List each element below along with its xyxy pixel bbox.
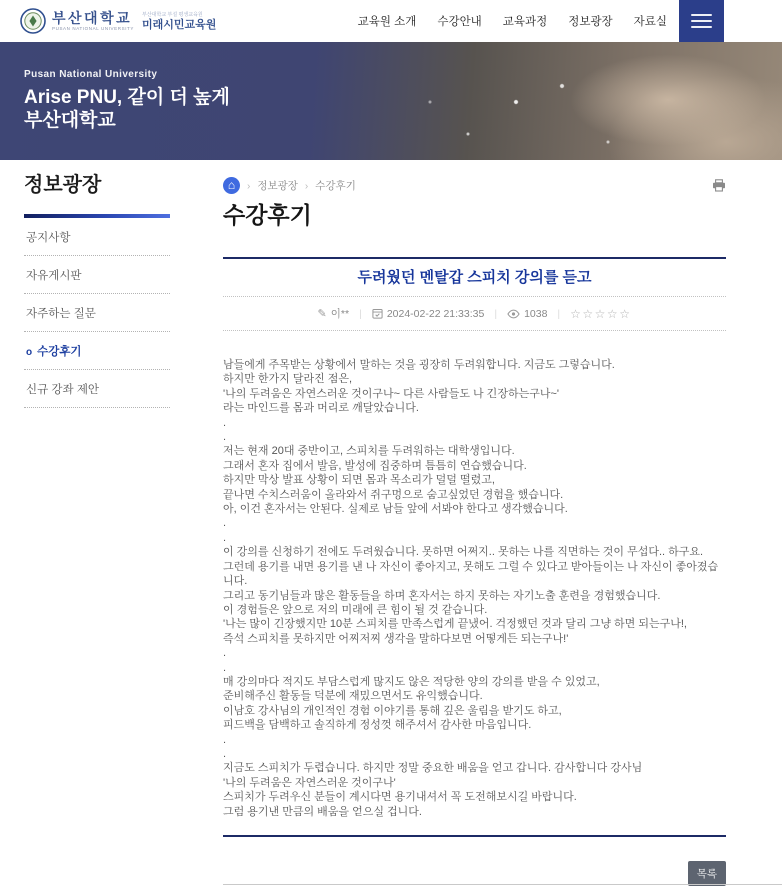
breadcrumb-item[interactable]: 정보광장	[257, 179, 298, 192]
post-body-line: 피드백을 담백하고 솔직하게 정성껏 해주셔서 감사한 마음입니다.	[223, 719, 532, 732]
pnu-emblem-icon	[20, 8, 46, 34]
hero-banner	[0, 42, 782, 160]
logo-org-subtitle: 부산대학교 부설 평생교육원	[142, 11, 203, 18]
page-title: 수강후기	[223, 202, 312, 228]
post-body-line: .	[223, 531, 227, 544]
calendar-icon	[372, 308, 383, 319]
sidebar-item-suggest[interactable]	[24, 370, 170, 408]
post-body-line: 스피치가 두려우신 분들이 계시다면 용기내셔서 꼭 도전해보시길 바랍니다.	[223, 791, 577, 804]
post-body-line: .	[223, 747, 227, 760]
meta-separator: |	[494, 307, 498, 320]
post-views	[507, 308, 547, 320]
post-title: 두려웠던 멘탈갑 스피치 강의를 듣고	[357, 269, 592, 286]
post-body	[223, 331, 726, 835]
logo-org-name: 미래시민교육원	[142, 18, 217, 31]
print-icon[interactable]	[712, 179, 726, 192]
post-body-line: 그래서 혼자 집에서 발음, 발성에 집중하며 틈틈히 연습했습니다.	[223, 459, 527, 472]
main-nav	[358, 0, 667, 42]
site-logo[interactable]	[20, 8, 216, 34]
nav-item-intro[interactable]: 교육원 소개	[357, 16, 417, 28]
post-body-line: .	[223, 517, 227, 530]
breadcrumb-items	[240, 178, 356, 193]
breadcrumb-item[interactable]: 수강후기	[315, 179, 356, 192]
post-body-line: 저는 현재 20대 중반이고, 스피치를 두려워하는 대학생입니다.	[223, 445, 515, 458]
breadcrumb	[223, 176, 726, 194]
main-panel	[223, 176, 726, 886]
post-body-line: 그런데 용기를 내면 용기를 낸 나 자신이 좋아지고, 못해도 그럴 수 있다고 받아들이는 나 자신이 좋아졌습니다.	[223, 560, 719, 588]
post-body-line: '나는 많이 긴장했지만 10분 스피치를 만족스럽게 끝냈어. 걱정했던 것과 달리 그냥 하면 되는구나!,	[223, 618, 687, 631]
hero-title-line2: 부산대학교	[24, 110, 116, 131]
nav-item-plaza[interactable]: 정보광장	[568, 16, 613, 28]
hamburger-icon	[691, 14, 712, 16]
rating-stars[interactable]: ☆☆☆☆☆	[570, 306, 632, 321]
post-body-line: .	[223, 647, 227, 660]
post-body-line: 그럼 용기낸 만큼의 배움을 얻으실 겁니다.	[223, 805, 422, 818]
active-bullet-icon: o	[26, 347, 33, 358]
sidebar-item-faq[interactable]	[24, 294, 170, 332]
post-meta	[223, 297, 726, 330]
sidebar-item-label: 공지사항	[26, 232, 71, 244]
sidebar-item-reviews[interactable]	[24, 332, 170, 370]
sidebar-item-label: 자유게시판	[26, 270, 82, 282]
breadcrumb-separator: ›	[247, 180, 251, 192]
post-body-line: 준비해주신 활동들 덕분에 재밌으면서도 유익했습니다.	[223, 690, 483, 703]
post-body-line: 이 경험들은 앞으로 저의 미래에 큰 힘이 될 것 같습니다.	[223, 603, 488, 616]
menu-button[interactable]	[679, 0, 724, 42]
hero-title-line1: Arise PNU, 같이 더 높게	[24, 87, 230, 108]
logo-university-name: 부산대학교	[52, 10, 133, 26]
post-body-line: .	[223, 416, 227, 429]
sidebar-menu	[24, 218, 170, 408]
sidebar-item-label: 수강후기	[37, 346, 82, 358]
post-author	[318, 306, 350, 321]
post-body-line: .	[223, 733, 227, 746]
post-body-line: .	[223, 431, 227, 444]
post-detail	[223, 257, 726, 837]
site-header	[0, 0, 782, 42]
post-body-line: 남들에게 주목받는 상황에서 말하는 것을 굉장히 두려워합니다. 지금도 그렇습니다.	[223, 359, 615, 371]
post-body-line: '나의 두려움은 자연스러운 것이구나'	[223, 776, 396, 789]
sidebar-item-label: 자주하는 질문	[26, 308, 96, 320]
post-body-line: 끝나면 수치스러움이 올라와서 쥐구멍으로 숨고싶었던 경험을 했습니다.	[223, 488, 564, 501]
post-body-line: 매 강의마다 적지도 부담스럽게 많지도 않은 적당한 양의 강의를 받을 수 있었고,	[223, 675, 600, 688]
post-views-value: 1038	[524, 307, 548, 320]
post-body-line: 하지만 한가지 달라진 점은,	[223, 373, 353, 386]
meta-separator: |	[359, 307, 362, 320]
post-body-line: '나의 두려움은 자연스러운 것이구나~ 다른 사람들도 나 긴장하는구나~'	[223, 387, 559, 400]
sidebar	[24, 174, 170, 886]
home-icon[interactable]: ⌂	[223, 177, 240, 194]
nav-item-guide[interactable]: 수강안내	[437, 16, 482, 28]
nav-item-courses[interactable]: 교육과정	[502, 16, 548, 28]
post-date-value: 2024-02-22 21:33:35	[386, 307, 485, 320]
post-body-line: 라는 마인드를 몸과 머리로 깨달았습니다.	[223, 402, 419, 415]
eye-icon	[507, 309, 520, 319]
post-body-line: 지금도 스피치가 두렵습니다. 하지만 정말 중요한 배움을 얻고 갑니다. 감사합니다 강사님	[223, 762, 643, 775]
footer-divider	[223, 884, 782, 885]
breadcrumb-separator: ›	[304, 180, 309, 192]
post-body-line: 즉석 스피치를 못하지만 어찌저찌 생각을 말하다보면 어떻게든 되는구나!'	[223, 632, 569, 645]
sidebar-item-board[interactable]	[24, 256, 170, 294]
logo-org-block	[142, 12, 216, 31]
meta-separator: |	[557, 307, 561, 320]
post-author-name: 이**	[330, 308, 350, 320]
post-body-line: 그리고 동기님들과 많은 활동들을 하며 혼자서는 하지 못하는 자기노출 훈련을 경험했습니다.	[223, 589, 661, 602]
sidebar-title: 정보광장	[24, 174, 102, 196]
post-date	[372, 308, 485, 320]
post-body-line: 이 강의를 신청하기 전에도 두려웠습니다. 못하면 어쩌지.. 못하는 나를 직면하는 것이 무섭다.. 하구요.	[223, 546, 704, 559]
sidebar-item-notice[interactable]	[24, 218, 170, 256]
content-area	[0, 160, 782, 886]
post-body-line: .	[223, 661, 227, 674]
nav-item-archive[interactable]: 자료실	[633, 16, 667, 28]
sidebar-item-label: 신규 강좌 제안	[26, 384, 100, 396]
pencil-icon: ✎	[317, 308, 327, 320]
hero-eyebrow: Pusan National University	[24, 69, 158, 80]
post-body-line: 아, 이건 혼자서는 안된다. 실제로 남들 앞에 서봐야 한다고 생각했습니다.	[223, 503, 568, 516]
list-button[interactable]: 목록	[688, 861, 726, 886]
post-body-line: 하지만 막상 발표 상황이 되면 몸과 목소리가 덜덜 떨렸고,	[223, 474, 495, 487]
logo-university-block	[52, 11, 134, 31]
post-actions	[223, 861, 726, 886]
post-body-line: 이남호 강사님의 개인적인 경험 이야기를 통해 깊은 울림을 받기도 하고,	[223, 704, 562, 717]
logo-university-name-en: PUSAN NATIONAL UNIVERSITY	[52, 26, 135, 31]
